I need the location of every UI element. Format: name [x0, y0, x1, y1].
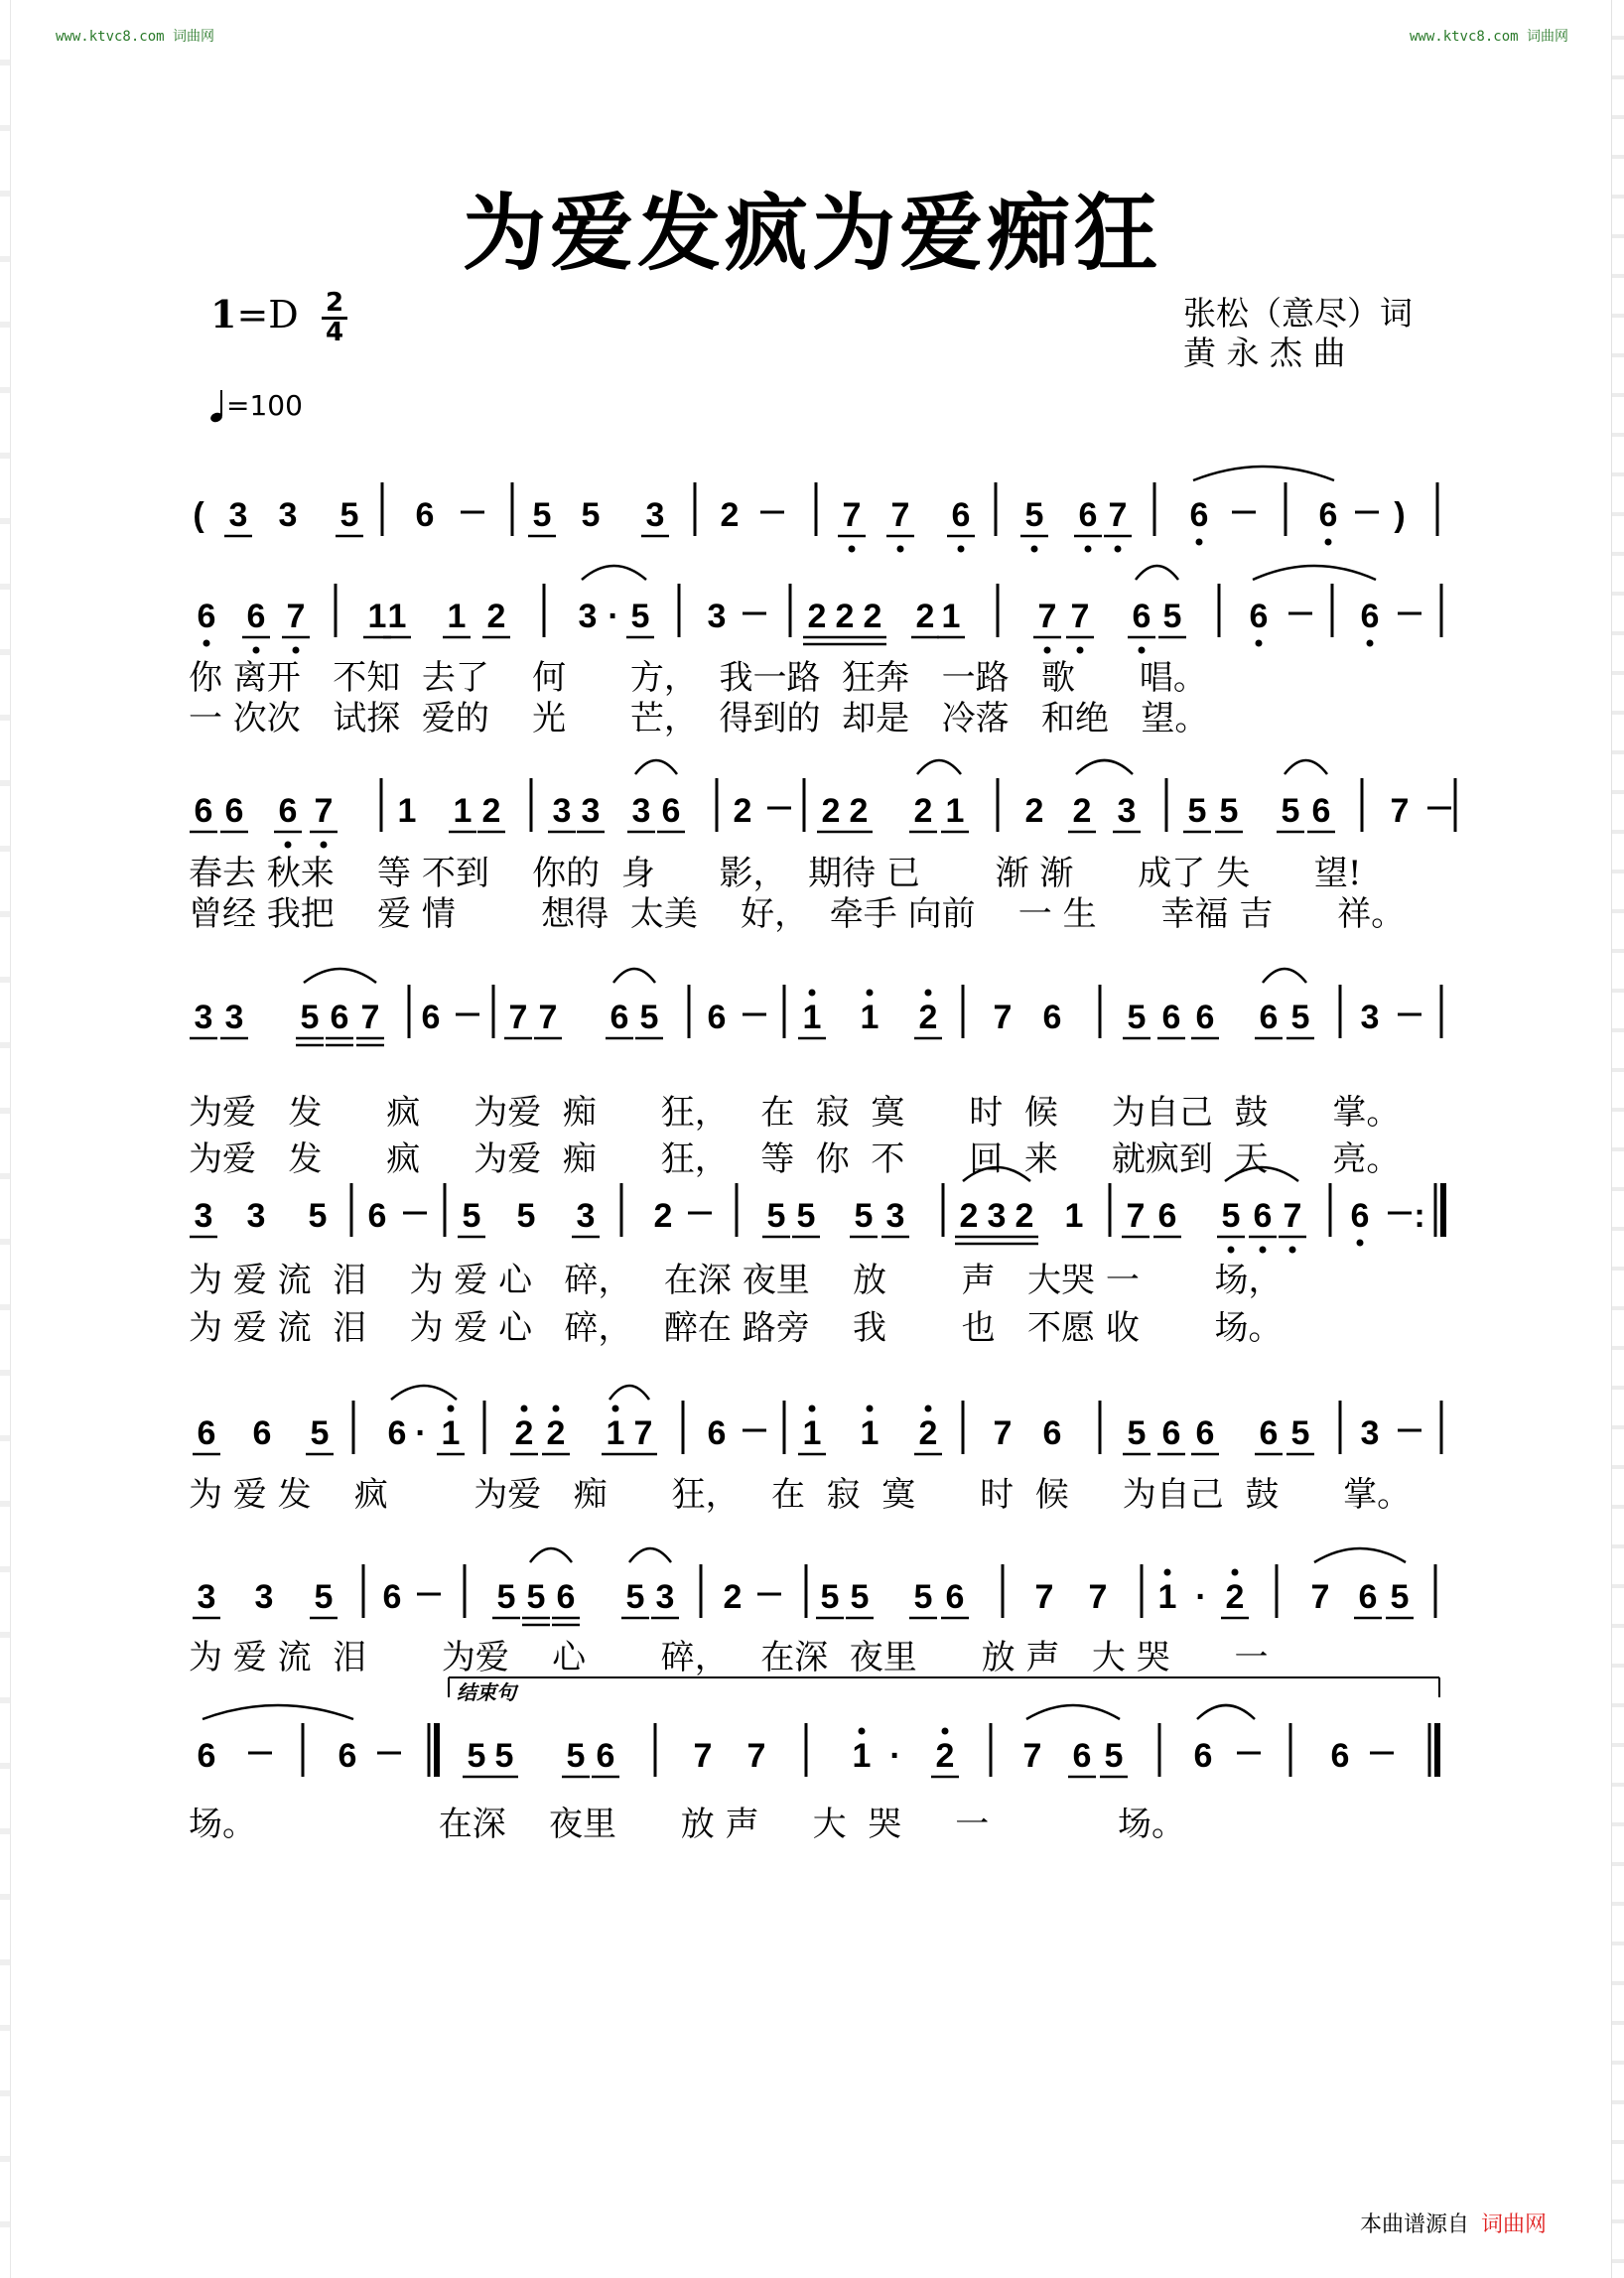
notation-s3-22-note: 2	[1024, 792, 1044, 830]
notation-s4-18-dot-above	[867, 990, 874, 997]
notation-s6-18-dot-above	[925, 1406, 932, 1412]
notation-s7-0-note: 3	[197, 1578, 216, 1616]
ending-label: 结束句	[457, 1680, 516, 1704]
notation-s2-17-note: 2	[835, 598, 855, 635]
notation-s4-3-note: 6	[330, 999, 349, 1036]
notation-s2-5-note: 1	[387, 598, 407, 635]
notation-s2-30-dot-below	[1367, 640, 1374, 647]
notation-s6-slur-0	[391, 1386, 457, 1400]
notation-s1-26-dot-below	[1325, 539, 1332, 546]
notation-s3-24-note: 3	[1117, 792, 1137, 830]
notation-s2-27-dot-below	[1256, 640, 1263, 647]
notation-s4-17-note: 1	[802, 999, 822, 1036]
notation-s7-1-note: 3	[254, 1578, 274, 1616]
notation-s3-28-note: 5	[1281, 792, 1300, 830]
notation-s7-slur-1	[629, 1548, 671, 1562]
notation-s6-11-note: 7	[633, 1414, 653, 1452]
notation-s2-18-note: 2	[863, 598, 882, 635]
notation-s5-0-note: 3	[194, 1197, 213, 1235]
notation-s7-22-note: 7	[1088, 1578, 1108, 1616]
lyric-line-2b: 曾经 我把 爱 情 想得 太美 好， 牵手 向前 一 生 幸福 吉 祥。	[189, 894, 1406, 934]
notation-s2-7-note: 2	[486, 598, 506, 635]
notation-s6-17-note: 1	[860, 1414, 880, 1452]
notation-s1-19-dot-below	[1031, 546, 1038, 553]
notation-s2-6-note: 1	[447, 598, 467, 635]
notation-s3-slur-2	[1076, 760, 1133, 774]
notation-s3-5-note: 1	[397, 792, 417, 830]
notation-s8-22-note: 6	[1193, 1737, 1213, 1775]
notation-s6-17-dot-above	[867, 1406, 874, 1412]
notation-s5-14-note: 5	[766, 1197, 786, 1235]
notation-s5-8-note: 5	[516, 1197, 536, 1235]
notation-s6-13-note: 6	[707, 1414, 727, 1452]
notation-s7-19-note: 6	[945, 1578, 965, 1616]
lyric-line-3b: 为爱 发 疯 为爱 痴 狂， 等 你 不 回 来 就疯到 天 亮。	[189, 1139, 1401, 1179]
lyric-line-1a: 你 离开 不知 去了 何 方， 我一路 狂奔 一路 歌 唱。	[189, 658, 1207, 698]
notation-s5-4-note: 6	[367, 1197, 387, 1235]
notation-s5-7-note: 5	[462, 1197, 481, 1235]
notation-s1-17-note: 6	[951, 496, 971, 534]
notation-s5-15-note: 5	[796, 1197, 816, 1235]
notation-s4-12-note: 5	[639, 999, 659, 1036]
footer-site-link[interactable]: 词曲网	[1481, 2212, 1548, 2237]
notation-s8-20-note: 5	[1104, 1737, 1124, 1775]
notation-s6-2-note: 5	[310, 1414, 330, 1452]
notation-s1-0-note: (	[193, 496, 204, 534]
notation-s4-21-note: 7	[993, 999, 1013, 1036]
time-signature-bottom: 4	[325, 318, 344, 347]
notation-s5-32-note: :	[1414, 1197, 1425, 1235]
notation-s2-4-note: 1	[367, 598, 387, 635]
notation-s7-24-dot-above	[1164, 1569, 1171, 1576]
notation-s2-19-note: 2	[915, 598, 935, 635]
notation-s2-16-note: 2	[807, 598, 827, 635]
lyric-line-5: 为 爱 发 疯 为爱 痴 狂， 在 寂 寞 时 候 为自己 鼓 掌。	[189, 1475, 1412, 1515]
notation-s8-14-dot-above	[859, 1728, 866, 1735]
lyric-line-1b: 一 次次 试探 爱的 光 芒， 得到的 却是 冷落 和绝 望。	[189, 699, 1209, 738]
notation-s1-21-note: 7	[1108, 496, 1128, 534]
notation-s6-slur-1	[609, 1386, 649, 1400]
notation-s7-slur-2	[1314, 1548, 1406, 1562]
notation-s2-2-note: 7	[286, 598, 306, 635]
footer	[1360, 2208, 1547, 2238]
notation-s6-6-note: 1	[441, 1414, 461, 1452]
notation-s6-10-dot-above	[612, 1406, 619, 1412]
notation-s3-12-note: 6	[661, 792, 681, 830]
notation-s1-10-note: 3	[645, 496, 665, 534]
notation-s5-16-note: 5	[854, 1197, 874, 1235]
footer-source-label: 本曲谱源自	[1360, 2212, 1470, 2237]
notation-s7-29-note: 6	[1358, 1578, 1378, 1616]
notation-s4-28-note: 5	[1290, 999, 1310, 1036]
notation-s2-10-note: ·	[608, 598, 619, 635]
notation-s1-9-note: 5	[581, 496, 601, 534]
notation-s8-16-dot-above	[942, 1728, 949, 1735]
notation-s2-24-note: 6	[1132, 598, 1151, 635]
notation-s7-2-note: 5	[314, 1578, 334, 1616]
tempo-value: =100	[226, 389, 303, 422]
notation-s6-20-note: 7	[993, 1414, 1013, 1452]
notation-s8-25-note: 6	[1330, 1737, 1350, 1775]
notation-s8-9-note: 6	[596, 1737, 615, 1775]
notation-s2-30-note: 6	[1360, 598, 1380, 635]
notation-s6-8-dot-above	[521, 1406, 528, 1412]
notation-s4-6-note: 6	[421, 999, 441, 1036]
notation-s8-14-note: 1	[852, 1737, 872, 1775]
notation-s2-slur-0	[582, 566, 646, 580]
notation-s2-9-note: 3	[578, 598, 598, 635]
key-tonic: 1	[210, 292, 237, 336]
notation-s5-26-note: 5	[1221, 1197, 1241, 1235]
notation-s5-17-note: 3	[885, 1197, 905, 1235]
notation-s1-3-note: 5	[339, 496, 359, 534]
notation-s5-30-note: 6	[1350, 1197, 1370, 1235]
notation-s7-16-note: 5	[820, 1578, 840, 1616]
notation-s5-28-dot-below	[1289, 1247, 1296, 1254]
notation-s4-27-note: 6	[1259, 999, 1279, 1036]
notation-s8-16-note: 2	[935, 1737, 955, 1775]
notation-s8-slur-2	[1197, 1705, 1255, 1719]
notation-s5-22-note: 1	[1064, 1197, 1084, 1235]
notation-s1-28-note: )	[1394, 496, 1406, 534]
notation-s6-9-note: 2	[546, 1414, 566, 1452]
notation-s7-30-note: 5	[1390, 1578, 1410, 1616]
notation-s3-slur-1	[917, 760, 961, 774]
time-signature-top: 2	[325, 288, 344, 318]
notation-s6-29-note: 3	[1360, 1414, 1380, 1452]
notation-s4-slur-0	[304, 969, 376, 983]
notation-s1-23-dot-below	[1196, 539, 1203, 546]
notation-s1-16-note: 7	[890, 496, 910, 534]
notation-s3-20-note: 1	[945, 792, 965, 830]
notation-s8-slur-0	[203, 1705, 353, 1719]
notation-s6-18-note: 2	[918, 1414, 938, 1452]
song-title: 为爱发疯为爱痴狂	[462, 185, 1161, 282]
notation-s7-28-note: 7	[1310, 1578, 1330, 1616]
notation-s2-1-note: 6	[246, 598, 266, 635]
notation-s6-0-note: 6	[197, 1414, 216, 1452]
notation-s1-1-note: 3	[228, 496, 248, 534]
notation-s7-slur-0	[530, 1548, 572, 1562]
notation-s1-12-note: 2	[720, 496, 740, 534]
notation-s2-11-note: 5	[630, 598, 650, 635]
notation-s7-25-note: ·	[1195, 1578, 1207, 1616]
notation-s6-9-dot-above	[553, 1406, 560, 1412]
notation-s8-19-note: 6	[1072, 1737, 1092, 1775]
notation-s5-30-dot-below	[1357, 1240, 1364, 1247]
notation-s1-26-note: 6	[1318, 496, 1338, 534]
notation-s3-10-note: 3	[581, 792, 601, 830]
notation-s6-21-note: 6	[1042, 1414, 1062, 1452]
notation-s3-6-note: 1	[453, 792, 473, 830]
notation-s4-22-note: 6	[1042, 999, 1062, 1036]
notation-s1-15-note: 7	[842, 496, 862, 534]
notation-s3-0-note: 6	[194, 792, 213, 830]
notation-s3-3-note: 7	[314, 792, 334, 830]
notation-s2-20-note: 1	[941, 598, 961, 635]
notation-s8-12-note: 7	[746, 1737, 766, 1775]
notation-s4-4-note: 7	[360, 999, 380, 1036]
notation-s6-4-note: 6	[387, 1414, 407, 1452]
notation-s1-20-dot-below	[1085, 546, 1092, 553]
notation-s6-16-note: 1	[802, 1414, 822, 1452]
notation-s2-0-note: 6	[197, 598, 216, 635]
notation-s1-5-note: 6	[415, 496, 435, 534]
notation-s7-26-dot-above	[1232, 1569, 1239, 1576]
notation-s4-2-note: 5	[300, 999, 320, 1036]
notation-s8-18-note: 7	[1022, 1737, 1042, 1775]
notation-s3-slur-3	[1285, 760, 1327, 774]
notation-s4-24-note: 5	[1127, 999, 1147, 1036]
notation-s5-24-note: 7	[1126, 1197, 1146, 1235]
notation-s3-23-note: 2	[1072, 792, 1092, 830]
notation-s3-slur-0	[635, 760, 677, 774]
notation-s3-1-note: 6	[224, 792, 244, 830]
notation-s6-26-note: 6	[1259, 1414, 1279, 1452]
notation-s1-8-note: 5	[532, 496, 552, 534]
notation-s3-18-note: 2	[849, 792, 869, 830]
notation-s6-24-note: 6	[1161, 1414, 1181, 1452]
notation-s2-23-note: 7	[1070, 598, 1090, 635]
notation-s1-2-note: 3	[278, 496, 298, 534]
notation-s3-27-note: 5	[1219, 792, 1239, 830]
notation-s4-slur-2	[1263, 969, 1306, 983]
key-letter: =D	[236, 293, 299, 336]
notation-s2-22-note: 7	[1037, 598, 1057, 635]
lyric-line-4b: 为 爱 流 泪 为 爱 心 碎， 醉在 路旁 我 也 不愿 收 场。	[189, 1308, 1283, 1348]
lyric-line-7: 场。 在深 夜里 放 声 大 哭 一 场。	[189, 1805, 1185, 1844]
notation-s7-18-note: 5	[913, 1578, 933, 1616]
notation-s4-19-dot-above	[925, 990, 932, 997]
lyric-line-6: 为 爱 流 泪 为爱 心 碎， 在深 夜里 放 声 大 哭 一	[189, 1638, 1269, 1677]
notation-s7-21-note: 7	[1034, 1578, 1054, 1616]
notation-s3-11-note: 3	[631, 792, 651, 830]
notation-s7-10-note: 5	[625, 1578, 645, 1616]
notation-s2-slur-1	[1136, 566, 1178, 580]
notation-s3-19-note: 2	[913, 792, 933, 830]
notation-s6-6-dot-above	[448, 1406, 455, 1412]
notation-s8-3-note: 6	[338, 1737, 357, 1775]
notation-s7-13-note: 2	[723, 1578, 743, 1616]
notation-s8-0-note: 6	[197, 1737, 216, 1775]
notation-s7-24-note: 1	[1157, 1578, 1177, 1616]
watermark-left: www.ktvc8.com 词曲网	[56, 29, 215, 45]
notation-s4-18-note: 1	[860, 999, 880, 1036]
notation-s8-6-note: 5	[467, 1737, 486, 1775]
notation-s1-23-note: 6	[1189, 496, 1209, 534]
notation-s5-19-note: 2	[959, 1197, 979, 1235]
notation-s1-slur-0	[1193, 467, 1334, 480]
notation-s5-27-note: 6	[1253, 1197, 1273, 1235]
notation-s6-25-note: 6	[1195, 1414, 1215, 1452]
notation-s4-slur-1	[613, 969, 655, 983]
notation-s4-14-note: 6	[707, 999, 727, 1036]
composer-credit: 黄 永 杰 曲	[1183, 334, 1346, 372]
notation-s3-31-note: 7	[1390, 792, 1410, 830]
notation-s5-28-note: 7	[1283, 1197, 1302, 1235]
notation-s8-11-note: 7	[693, 1737, 713, 1775]
notation-s2-slur-2	[1253, 566, 1376, 580]
notation-s5-1-note: 3	[246, 1197, 266, 1235]
notation-s8-slur-1	[1026, 1705, 1120, 1719]
notation-s4-17-dot-above	[809, 990, 816, 997]
notation-s1-19-note: 5	[1024, 496, 1044, 534]
notation-s4-1-note: 3	[224, 999, 244, 1036]
lyric-line-2a: 春去 秋来 等 不到 你的 身 影， 期待 已 渐 渐 成了 失 望!	[189, 854, 1362, 893]
notation-s2-0-dot-below	[203, 640, 210, 647]
notation-s4-19-note: 2	[918, 999, 938, 1036]
lyric-line-3a: 为爱 发 疯 为爱 痴 狂， 在 寂 寞 时 候 为自己 鼓 掌。	[189, 1093, 1401, 1133]
notation-s3-29-note: 6	[1311, 792, 1331, 830]
notation-s4-0-note: 3	[194, 999, 213, 1036]
notation-s7-11-note: 3	[655, 1578, 675, 1616]
notation-s5-21-note: 2	[1015, 1197, 1034, 1235]
notation-s8-7-note: 5	[494, 1737, 514, 1775]
notation-s1-17-dot-below	[958, 546, 965, 553]
lyric-line-4a: 为 爱 流 泪 为 爱 心 碎， 在深 夜里 放 声 大哭 一 场，	[189, 1261, 1283, 1300]
notation-s4-9-note: 7	[508, 999, 528, 1036]
notation-s5-2-note: 5	[308, 1197, 328, 1235]
notation-s7-4-note: 6	[382, 1578, 402, 1616]
notation-s5-9-note: 3	[576, 1197, 596, 1235]
notation-s7-26-note: 2	[1225, 1578, 1245, 1616]
notation-s1-16-dot-below	[897, 546, 904, 553]
notation-s2-25-note: 5	[1162, 598, 1182, 635]
notation-s6-10-note: 1	[606, 1414, 625, 1452]
notation-s3-2-note: 6	[278, 792, 298, 830]
watermark-right: www.ktvc8.com 词曲网	[1409, 29, 1568, 45]
notation-s1-15-dot-below	[849, 546, 856, 553]
notation-s5-11-note: 2	[653, 1197, 673, 1235]
notation-s3-17-note: 2	[821, 792, 841, 830]
notation-s3-9-note: 3	[552, 792, 572, 830]
notation-s3-26-note: 5	[1187, 792, 1207, 830]
notation-s3-7-note: 2	[481, 792, 501, 830]
notation-s7-17-note: 5	[850, 1578, 870, 1616]
notation-s6-16-dot-above	[809, 1406, 816, 1412]
notation-s6-27-note: 5	[1290, 1414, 1310, 1452]
notation-s1-20-note: 6	[1078, 496, 1098, 534]
notation-s4-25-note: 6	[1161, 999, 1181, 1036]
notation-s6-8-note: 2	[514, 1414, 534, 1452]
notation-s2-13-note: 3	[707, 598, 727, 635]
notation-s8-15-note: ·	[889, 1737, 901, 1775]
notation-s4-30-note: 3	[1360, 999, 1380, 1036]
notation-s4-10-note: 7	[538, 999, 558, 1036]
notation-s2-27-note: 6	[1249, 598, 1269, 635]
lyricist-credit: 张松（意尽）词	[1183, 294, 1413, 333]
notation-s4-11-note: 6	[609, 999, 629, 1036]
notation-s4-26-note: 6	[1195, 999, 1215, 1036]
notation-s5-20-note: 3	[987, 1197, 1007, 1235]
notation-s8-8-note: 5	[566, 1737, 586, 1775]
notation-s7-7-note: 5	[496, 1578, 516, 1616]
notation-s6-23-note: 5	[1127, 1414, 1147, 1452]
notation-s1-21-dot-below	[1115, 546, 1122, 553]
notation-s7-9-note: 6	[556, 1578, 576, 1616]
notation-s7-8-note: 5	[526, 1578, 546, 1616]
notation-s6-5-note: ·	[415, 1414, 427, 1452]
notation-s3-14-note: 2	[733, 792, 752, 830]
notation-s5-25-note: 6	[1157, 1197, 1177, 1235]
notation-s6-1-note: 6	[252, 1414, 272, 1452]
